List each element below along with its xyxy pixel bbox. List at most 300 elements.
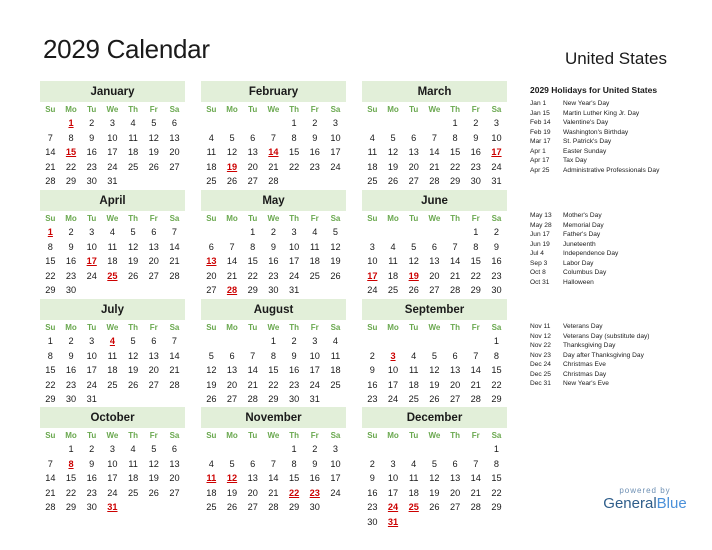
day-cell: 24: [367, 285, 378, 296]
day-cell: 8: [68, 132, 74, 143]
day-cell: 14: [247, 365, 258, 376]
holiday-date: Jul 4: [530, 250, 544, 257]
day-cell: 8: [291, 458, 297, 469]
day-cell: 10: [330, 132, 341, 143]
day-cell: 25: [127, 487, 139, 498]
day-grid: [40, 334, 185, 407]
empty-cell: [242, 116, 263, 131]
weekday-label: We: [106, 323, 119, 332]
weekday-label: Th: [128, 105, 138, 114]
day-cell: 16: [268, 256, 279, 267]
holiday-date: May 28: [530, 221, 552, 229]
day-cell: 8: [493, 350, 500, 361]
month-title: April: [40, 190, 185, 211]
day-cell: 20: [429, 270, 440, 281]
day-cell: 29: [491, 394, 502, 405]
day-cell: 6: [452, 458, 458, 469]
day-cell: 18: [330, 365, 341, 376]
holiday-name: Halloween: [563, 278, 594, 286]
holiday-day-cell: 17: [491, 147, 502, 158]
day-cell: 13: [169, 132, 180, 143]
day-cell: 11: [310, 241, 320, 252]
day-cell: 24: [86, 379, 97, 390]
day-cell: 21: [268, 161, 279, 172]
day-cell: 2: [312, 444, 318, 454]
month-11: [362, 407, 507, 530]
day-cell: 2: [369, 458, 375, 469]
day-cell: 12: [127, 241, 139, 252]
empty-cell: [424, 442, 445, 457]
weekday-label: We: [428, 431, 441, 440]
day-cell: 27: [169, 487, 180, 498]
empty-cell: [445, 225, 466, 240]
holiday-day-cell: 1: [47, 227, 53, 237]
day-grid: [201, 225, 346, 298]
month-4: [201, 190, 346, 298]
day-cell: 3: [89, 227, 95, 237]
day-cell: 29: [45, 285, 56, 296]
holiday-day-cell: 25: [408, 502, 419, 513]
day-cell: 25: [107, 379, 118, 390]
day-cell: 9: [291, 350, 297, 361]
empty-cell: [201, 442, 222, 457]
day-cell: 3: [493, 118, 500, 128]
weekday-label: Mo: [65, 214, 77, 223]
day-cell: 9: [312, 458, 318, 469]
day-cell: 11: [367, 147, 378, 158]
day-cell: 8: [452, 132, 458, 143]
holiday-row: [530, 156, 700, 166]
weekday-label: Tu: [409, 431, 419, 440]
day-cell: 26: [127, 379, 139, 390]
holiday-date: Nov 22: [530, 342, 551, 349]
day-cell: 18: [107, 256, 118, 267]
weekday-header: [40, 212, 185, 225]
day-cell: 14: [449, 256, 461, 267]
day-cell: 11: [107, 241, 118, 252]
day-cell: 2: [291, 336, 297, 346]
day-cell: 19: [206, 379, 217, 390]
day-cell: 23: [367, 394, 378, 405]
weekday-label: We: [428, 323, 441, 332]
day-cell: 17: [107, 147, 118, 158]
day-cell: 3: [332, 444, 339, 454]
day-cell: 19: [429, 487, 440, 498]
day-cell: 23: [65, 379, 77, 390]
day-cell: 23: [268, 270, 279, 281]
day-cell: 26: [387, 176, 399, 187]
day-cell: 13: [408, 147, 419, 158]
empty-cell: [403, 225, 424, 240]
empty-cell: [445, 334, 466, 349]
weekday-label: Sa: [169, 214, 180, 223]
day-cell: 2: [493, 227, 500, 237]
holiday-name: Mother's Day: [563, 212, 602, 219]
day-cell: 1: [493, 444, 500, 454]
day-cell: 9: [89, 132, 95, 143]
day-cell: 1: [473, 227, 479, 237]
day-cell: 1: [291, 444, 297, 454]
day-grid: [362, 442, 507, 530]
day-cell: 4: [312, 227, 318, 237]
holiday-date: Jun 17: [530, 231, 550, 238]
day-cell: 20: [148, 256, 159, 267]
day-cell: 18: [367, 161, 378, 172]
day-cell: 30: [86, 176, 97, 187]
day-grid: [362, 225, 507, 298]
holiday-date: Oct 31: [530, 278, 550, 286]
day-cell: 14: [470, 365, 481, 376]
holiday-row: [530, 322, 700, 332]
empty-cell: [383, 442, 404, 457]
day-cell: 23: [367, 502, 378, 513]
weekday-label: Fr: [471, 214, 480, 223]
day-cell: 27: [148, 270, 159, 281]
weekday-label: We: [267, 105, 280, 114]
weekday-label: We: [428, 105, 441, 114]
day-cell: 5: [151, 444, 157, 454]
month-6: [40, 299, 185, 407]
day-cell: 12: [429, 473, 440, 484]
empty-cell: [403, 334, 424, 349]
day-grid: [201, 442, 346, 515]
page-title: 2029 Calendar: [43, 34, 210, 64]
day-cell: 28: [268, 502, 279, 513]
weekday-label: Sa: [330, 323, 341, 332]
weekday-header: [40, 103, 185, 116]
weekday-label: Mo: [226, 214, 238, 223]
day-cell: 31: [107, 176, 118, 187]
empty-cell: [222, 334, 243, 349]
holiday-list: [530, 85, 700, 387]
holiday-day-cell: 8: [68, 458, 74, 469]
empty-cell: [383, 225, 404, 240]
day-cell: 22: [45, 379, 56, 390]
month-title: January: [40, 81, 185, 102]
holiday-row: [530, 341, 700, 351]
day-cell: 10: [330, 458, 341, 469]
day-cell: 19: [127, 256, 139, 267]
day-cell: 30: [470, 176, 481, 187]
empty-cell: [362, 116, 383, 131]
day-cell: 17: [107, 473, 118, 484]
holiday-row: [530, 360, 700, 370]
day-cell: 25: [206, 502, 217, 513]
holiday-date: Sep 3: [530, 259, 548, 267]
empty-cell: [403, 116, 424, 131]
day-cell: 30: [86, 502, 97, 513]
day-cell: 25: [206, 176, 217, 187]
day-grid: [40, 225, 185, 298]
weekday-header: [40, 321, 185, 334]
day-cell: 21: [169, 365, 180, 376]
weekday-label: Tu: [248, 323, 258, 332]
day-cell: 19: [148, 473, 159, 484]
brand-name-part1: General: [603, 495, 657, 512]
weekday-label: We: [106, 105, 119, 114]
holiday-name: New Year's Day: [563, 100, 610, 107]
holiday-day-cell: 24: [387, 502, 399, 513]
holiday-row: [530, 221, 700, 231]
holiday-day-cell: 23: [309, 487, 320, 498]
weekday-label: Tu: [87, 431, 97, 440]
day-cell: 20: [169, 147, 180, 158]
brand-logo: [590, 495, 700, 512]
day-cell: 23: [86, 161, 97, 172]
day-cell: 1: [452, 118, 458, 128]
country-label: United States: [564, 49, 667, 68]
month-title: September: [362, 299, 507, 320]
day-cell: 7: [171, 227, 178, 237]
holiday-day-cell: 31: [387, 516, 399, 527]
holiday-date: Mar 17: [530, 138, 551, 145]
holiday-date: Jan 1: [530, 100, 547, 107]
day-cell: 26: [148, 161, 159, 172]
day-cell: 5: [411, 241, 417, 252]
empty-cell: [222, 116, 243, 131]
day-cell: 10: [86, 241, 97, 252]
day-cell: 14: [268, 473, 279, 484]
day-cell: 23: [309, 161, 320, 172]
day-cell: 12: [148, 458, 159, 469]
month-9: [40, 407, 185, 515]
day-cell: 20: [148, 365, 159, 376]
day-cell: 4: [130, 118, 136, 128]
day-cell: 21: [449, 270, 461, 281]
holiday-day-cell: 25: [107, 270, 118, 281]
day-cell: 19: [127, 365, 139, 376]
day-cell: 28: [470, 394, 481, 405]
day-cell: 15: [449, 147, 461, 158]
empty-cell: [362, 442, 383, 457]
weekday-label: Tu: [248, 431, 258, 440]
weekday-label: Mo: [226, 431, 238, 440]
day-cell: 12: [148, 132, 159, 143]
day-cell: 26: [429, 502, 440, 513]
weekday-label: Th: [128, 431, 138, 440]
day-cell: 15: [247, 256, 258, 267]
day-cell: 2: [68, 336, 74, 346]
day-cell: 20: [449, 487, 461, 498]
month-7: [201, 299, 346, 407]
day-cell: 18: [387, 270, 399, 281]
day-cell: 22: [45, 270, 56, 281]
day-cell: 26: [226, 176, 238, 187]
day-cell: 14: [45, 147, 56, 158]
empty-cell: [465, 334, 486, 349]
day-cell: 14: [169, 241, 180, 252]
day-cell: 18: [107, 365, 118, 376]
day-cell: 30: [65, 285, 77, 296]
weekday-label: Sa: [491, 214, 502, 223]
holiday-group: [530, 211, 700, 287]
empty-cell: [201, 225, 222, 240]
holiday-day-cell: 17: [86, 256, 97, 267]
day-cell: 13: [148, 350, 159, 361]
weekday-label: Th: [128, 323, 138, 332]
day-cell: 2: [312, 118, 318, 128]
day-cell: 3: [89, 336, 95, 346]
day-cell: 6: [411, 132, 417, 143]
empty-cell: [40, 442, 61, 457]
day-cell: 28: [169, 379, 180, 390]
weekday-label: Su: [45, 323, 56, 332]
day-cell: 28: [45, 502, 56, 513]
day-cell: 25: [309, 270, 320, 281]
day-cell: 10: [387, 473, 399, 484]
day-cell: 15: [288, 147, 300, 158]
day-cell: 12: [206, 365, 217, 376]
weekday-header: [362, 103, 507, 116]
day-cell: 15: [45, 365, 56, 376]
day-cell: 30: [268, 285, 279, 296]
holiday-row: [530, 128, 700, 138]
empty-cell: [362, 225, 383, 240]
day-cell: 3: [390, 458, 396, 469]
day-cell: 5: [229, 458, 235, 469]
weekday-label: Su: [45, 214, 56, 223]
holiday-name: Easter Sunday: [563, 147, 607, 155]
day-cell: 20: [247, 487, 258, 498]
day-cell: 30: [367, 516, 378, 527]
empty-cell: [403, 442, 424, 457]
day-cell: 5: [431, 350, 437, 361]
day-cell: 20: [169, 473, 180, 484]
day-cell: 14: [169, 350, 180, 361]
holiday-row: [530, 332, 700, 342]
day-cell: 7: [473, 350, 479, 361]
day-cell: 16: [367, 487, 378, 498]
holiday-row: [530, 268, 700, 278]
weekday-label: Mo: [65, 431, 77, 440]
empty-cell: [465, 442, 486, 457]
day-cell: 11: [408, 473, 419, 484]
day-cell: 26: [226, 502, 238, 513]
holiday-group: [530, 322, 700, 389]
day-cell: 24: [330, 161, 341, 172]
weekday-label: Fr: [471, 105, 480, 114]
day-cell: 2: [89, 118, 95, 128]
day-cell: 31: [309, 394, 320, 405]
day-grid: [201, 116, 346, 189]
weekday-header: [201, 429, 346, 442]
month-title: July: [40, 299, 185, 320]
holiday-row: [530, 137, 700, 147]
holiday-row: [530, 351, 700, 361]
day-cell: 15: [491, 473, 502, 484]
day-cell: 13: [226, 365, 238, 376]
day-cell: 8: [270, 350, 276, 361]
day-cell: 31: [288, 285, 300, 296]
empty-cell: [222, 442, 243, 457]
day-cell: 5: [229, 132, 235, 143]
day-cell: 8: [291, 132, 297, 143]
day-cell: 15: [288, 473, 300, 484]
day-cell: 3: [312, 336, 318, 346]
day-cell: 16: [491, 256, 502, 267]
day-cell: 22: [247, 270, 258, 281]
empty-cell: [40, 116, 61, 131]
day-grid: [201, 334, 346, 407]
day-cell: 9: [270, 241, 276, 252]
day-cell: 10: [309, 350, 320, 361]
weekday-label: Fr: [310, 323, 319, 332]
day-cell: 30: [491, 285, 502, 296]
weekday-label: Fr: [149, 323, 158, 332]
holiday-date: Apr 1: [530, 147, 546, 155]
day-cell: 14: [429, 147, 440, 158]
day-cell: 4: [369, 132, 375, 143]
day-cell: 26: [408, 285, 419, 296]
weekday-label: Tu: [248, 214, 258, 223]
holiday-date: Jun 19: [530, 240, 550, 248]
day-cell: 6: [151, 336, 157, 346]
month-5: [362, 190, 507, 298]
day-cell: 2: [369, 350, 375, 361]
day-cell: 1: [47, 336, 53, 346]
holiday-name: Christmas Eve: [563, 361, 606, 368]
holiday-date: Nov 12: [530, 332, 551, 340]
day-cell: 11: [408, 365, 419, 376]
weekday-label: We: [106, 214, 119, 223]
day-cell: 24: [288, 270, 300, 281]
day-cell: 26: [206, 394, 217, 405]
day-cell: 5: [130, 336, 136, 346]
weekday-label: Fr: [471, 431, 480, 440]
empty-cell: [424, 116, 445, 131]
month-title: August: [201, 299, 346, 320]
weekday-label: Sa: [491, 105, 502, 114]
day-cell: 3: [291, 227, 297, 237]
footer-logo: [590, 486, 700, 512]
day-cell: 20: [408, 161, 419, 172]
holiday-row: [530, 118, 700, 128]
day-cell: 6: [452, 350, 458, 361]
weekday-label: Sa: [169, 323, 180, 332]
day-cell: 26: [127, 270, 139, 281]
weekday-label: Mo: [226, 105, 238, 114]
day-cell: 11: [107, 350, 118, 361]
day-cell: 5: [130, 227, 136, 237]
day-cell: 4: [411, 458, 417, 469]
holiday-name: Valentine's Day: [563, 119, 609, 126]
weekday-label: Sa: [169, 105, 180, 114]
holiday-date: Dec 31: [530, 380, 551, 387]
day-cell: 12: [408, 256, 419, 267]
day-cell: 13: [247, 473, 258, 484]
month-10: [201, 407, 346, 515]
day-cell: 29: [247, 285, 258, 296]
weekday-label: Th: [450, 323, 460, 332]
month-2: [362, 81, 507, 189]
day-cell: 31: [491, 176, 502, 187]
holiday-day-cell: 13: [206, 256, 217, 267]
day-cell: 22: [288, 161, 300, 172]
weekday-label: Mo: [387, 214, 399, 223]
holiday-day-cell: 19: [408, 270, 419, 281]
day-cell: 11: [206, 147, 217, 158]
day-cell: 17: [330, 147, 341, 158]
day-cell: 12: [330, 241, 341, 252]
weekday-label: Su: [367, 323, 378, 332]
holiday-date: May 13: [530, 212, 552, 219]
day-cell: 19: [148, 147, 159, 158]
day-cell: 2: [68, 227, 74, 237]
day-cell: 18: [408, 379, 419, 390]
day-cell: 7: [270, 132, 276, 143]
day-cell: 14: [470, 473, 481, 484]
day-cell: 15: [470, 256, 481, 267]
